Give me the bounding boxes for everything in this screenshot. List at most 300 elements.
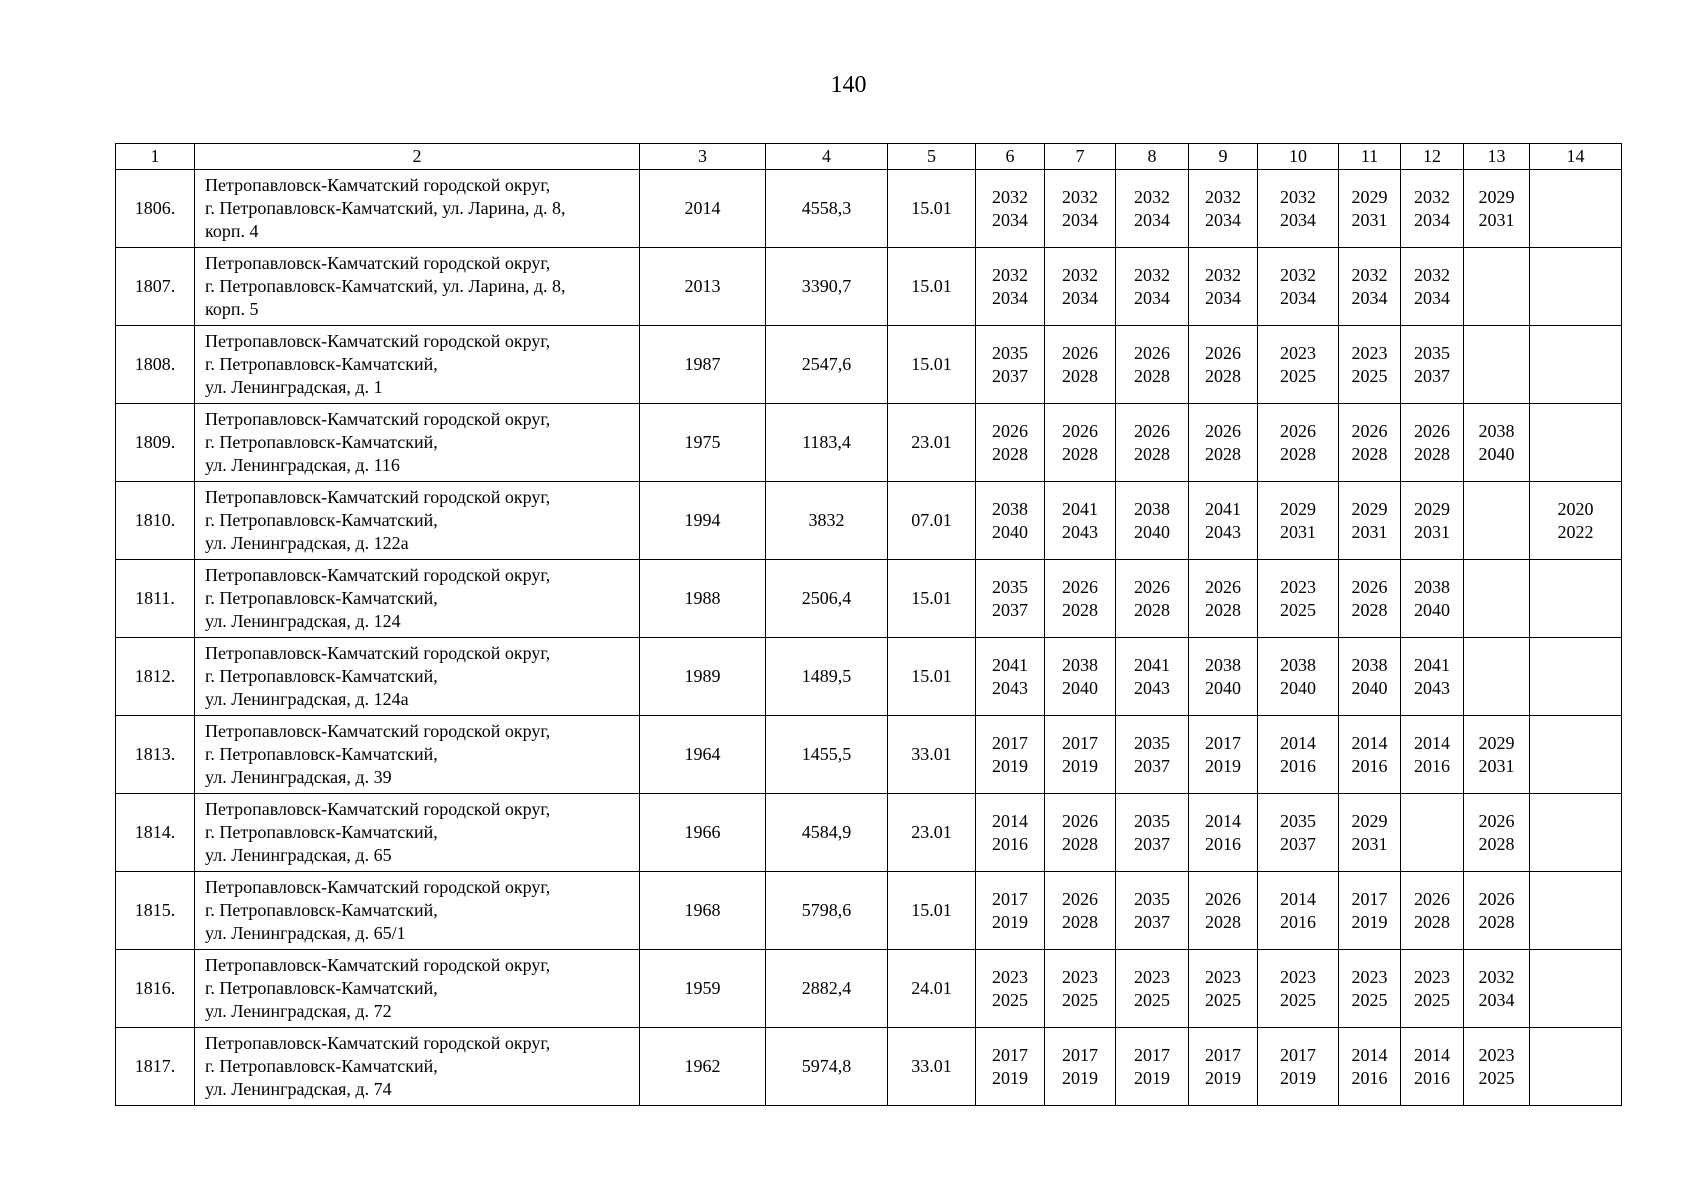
period-start: 2026 [1205,888,1241,909]
area-value: 2506,4 [766,560,888,638]
row-number: 1817. [116,1028,195,1106]
code-value: 15.01 [888,248,976,326]
period-end: 2028 [1414,911,1450,932]
period-end: 2028 [1205,911,1241,932]
area-value: 5798,6 [766,872,888,950]
row-number: 1813. [116,716,195,794]
period-start: 2038 [1351,654,1388,675]
column-header: 4 [766,144,888,170]
address-cell [195,1028,640,1106]
period-start: 2029 [1280,498,1316,519]
period-start: 2041 [1062,498,1098,519]
period-end: 2019 [992,911,1028,932]
period-start: 2032 [1280,264,1316,285]
period-start: 2038 [1062,654,1098,675]
period-cell [1339,482,1401,560]
period-start: 2014 [992,810,1028,831]
period-end: 2028 [992,443,1028,464]
period-start: 2017 [1134,1044,1170,1065]
period-end: 2016 [992,833,1028,854]
period-end: 2034 [992,287,1028,308]
period-start: 2032 [1280,186,1316,207]
period-start: 2041 [1134,654,1170,675]
period-end: 2028 [1205,365,1241,386]
address-line: Петропавловск-Камчатский городской округ, [205,955,551,975]
table-row [116,950,1622,1028]
period-end: 2019 [992,755,1028,776]
period-cell [1401,170,1464,248]
row-number: 1815. [116,872,195,950]
address-line: Петропавловск-Камчатский городской округ, [205,799,551,819]
area-value: 2547,6 [766,326,888,404]
address-cell [195,638,640,716]
code-value: 15.01 [888,170,976,248]
period-start: 2026 [1134,342,1170,363]
period-cell [1530,482,1622,560]
period-cell [1189,872,1258,950]
column-header: 14 [1530,144,1622,170]
period-start: 2023 [1062,966,1098,987]
period-start: 2041 [1205,498,1241,519]
period-cell [1401,326,1464,404]
period-cell [1045,872,1116,950]
code-value: 24.01 [888,950,976,1028]
period-end: 2043 [1414,677,1450,698]
period-end: 2025 [1351,989,1388,1010]
period-start: 2017 [1205,1044,1241,1065]
period-cell [1045,794,1116,872]
period-start: 2026 [1205,342,1241,363]
year-built: 1966 [640,794,766,872]
period-start: 2017 [1351,888,1388,909]
period-start: 2026 [1205,420,1241,441]
period-cell [976,794,1045,872]
address-line: Петропавловск-Камчатский городской округ, [205,253,551,273]
period-start: 2032 [1351,264,1388,285]
period-end: 2025 [1478,1067,1515,1088]
period-start: 2017 [1062,732,1098,753]
period-cell [1530,560,1622,638]
period-cell [1189,950,1258,1028]
period-start: 2032 [992,186,1028,207]
register-table [115,143,1622,1106]
period-cell [1464,482,1530,560]
period-end: 2034 [1414,287,1450,308]
period-cell [1116,170,1189,248]
period-start: 2032 [1205,264,1241,285]
column-header: 8 [1116,144,1189,170]
row-number: 1814. [116,794,195,872]
period-end: 2034 [1414,209,1450,230]
period-end: 2043 [1062,521,1098,542]
period-end: 2019 [1351,911,1388,932]
address-line: ул. Ленинградская, д. 65/1 [205,923,406,943]
period-cell [1401,794,1464,872]
period-cell [1401,404,1464,482]
period-start: 2026 [1351,420,1388,441]
column-header: 6 [976,144,1045,170]
period-cell [1530,248,1622,326]
area-value: 5974,8 [766,1028,888,1106]
period-end: 2028 [1062,599,1098,620]
period-start: 2032 [1414,264,1450,285]
period-start: 2014 [1351,1044,1388,1065]
period-end: 2031 [1478,209,1515,230]
period-cell [1189,560,1258,638]
period-cell [1189,248,1258,326]
column-header: 5 [888,144,976,170]
table-row [116,794,1622,872]
period-end: 2025 [1280,365,1316,386]
period-end: 2040 [1414,599,1450,620]
period-end: 2028 [1134,365,1170,386]
row-number: 1809. [116,404,195,482]
period-cell [1464,560,1530,638]
period-end: 2016 [1280,755,1316,776]
year-built: 2013 [640,248,766,326]
period-end: 2034 [1134,209,1170,230]
period-start: 2035 [992,576,1028,597]
period-cell [976,638,1045,716]
period-end: 2037 [1134,755,1170,776]
address-line: ул. Ленинградская, д. 65 [205,845,392,865]
period-end: 2025 [1062,989,1098,1010]
column-header: 2 [195,144,640,170]
area-value: 4558,3 [766,170,888,248]
address-line: Петропавловск-Камчатский городской округ, [205,721,551,741]
year-built: 1964 [640,716,766,794]
year-built: 1968 [640,872,766,950]
period-start: 2032 [1062,186,1098,207]
area-value: 1183,4 [766,404,888,482]
period-start: 2023 [992,966,1028,987]
period-cell [1258,482,1339,560]
period-cell [1530,872,1622,950]
address-cell [195,794,640,872]
address-line: г. Петропавловск-Камчатский, ул. Ларина, д. 8, [205,276,566,296]
period-start: 2026 [1062,888,1098,909]
period-end: 2040 [1205,677,1241,698]
period-start: 2029 [1414,498,1450,519]
period-cell [1116,482,1189,560]
period-start: 2038 [1414,576,1450,597]
period-cell [1258,950,1339,1028]
code-value: 15.01 [888,560,976,638]
address-line: г. Петропавловск-Камчатский, ул. Ларина, д. 8, [205,198,566,218]
period-start: 2023 [1134,966,1170,987]
period-end: 2034 [1280,209,1316,230]
period-cell [1045,170,1116,248]
period-end: 2028 [1478,911,1515,932]
period-start: 2017 [1062,1044,1098,1065]
period-end: 2028 [1478,833,1515,854]
period-end: 2034 [1351,287,1388,308]
period-start: 2026 [1062,342,1098,363]
address-line: Петропавловск-Камчатский городской округ, [205,409,551,429]
column-header: 7 [1045,144,1116,170]
period-cell [1530,638,1622,716]
period-cell [1530,716,1622,794]
period-cell [976,326,1045,404]
period-start: 2017 [992,1044,1028,1065]
period-cell [1189,794,1258,872]
period-start: 2026 [1414,888,1450,909]
period-cell [1530,950,1622,1028]
code-value: 23.01 [888,794,976,872]
table-row [116,170,1622,248]
column-header: 9 [1189,144,1258,170]
period-end: 2040 [1280,677,1316,698]
period-end: 2019 [1280,1067,1316,1088]
period-start: 2038 [992,498,1028,519]
period-cell [1189,326,1258,404]
period-end: 2028 [1280,443,1316,464]
period-cell [1258,326,1339,404]
period-cell [1116,716,1189,794]
period-cell [1116,872,1189,950]
address-line: г. Петропавловск-Камчатский, [205,432,438,452]
period-cell [1258,638,1339,716]
address-cell [195,950,640,1028]
address-line: г. Петропавловск-Камчатский, [205,978,438,998]
page-number: 140 [830,72,867,98]
period-end: 2016 [1280,911,1316,932]
period-cell [1401,560,1464,638]
period-cell [1116,638,1189,716]
period-cell [1045,404,1116,482]
address-line: Петропавловск-Камчатский городской округ, [205,487,551,507]
period-end: 2031 [1351,521,1388,542]
row-number: 1807. [116,248,195,326]
period-end: 2034 [1062,209,1098,230]
period-start: 2023 [1205,966,1241,987]
period-end: 2016 [1351,755,1388,776]
period-end: 2037 [992,365,1028,386]
period-start: 2026 [1478,810,1515,831]
period-cell [1116,794,1189,872]
code-value: 15.01 [888,326,976,404]
period-cell [1401,950,1464,1028]
period-cell [976,872,1045,950]
period-cell [976,1028,1045,1106]
period-end: 2031 [1414,521,1450,542]
period-end: 2043 [1205,521,1241,542]
address-line: ул. Ленинградская, д. 39 [205,767,392,787]
period-cell [1116,1028,1189,1106]
address-cell [195,248,640,326]
period-end: 2037 [1134,911,1170,932]
address-cell [195,482,640,560]
period-end: 2025 [1280,599,1316,620]
area-value: 1489,5 [766,638,888,716]
address-cell [195,560,640,638]
period-start: 2035 [1134,732,1170,753]
period-end: 2034 [1280,287,1316,308]
period-cell [1464,326,1530,404]
area-value: 3390,7 [766,248,888,326]
period-end: 2040 [1134,521,1170,542]
code-value: 15.01 [888,872,976,950]
period-cell [1339,716,1401,794]
table-row [116,404,1622,482]
period-start: 2023 [1351,342,1388,363]
address-cell [195,872,640,950]
code-value: 23.01 [888,404,976,482]
period-start: 2038 [1134,498,1170,519]
period-cell [1116,404,1189,482]
address-line: Петропавловск-Камчатский городской округ, [205,877,551,897]
period-end: 2034 [1062,287,1098,308]
area-value: 4584,9 [766,794,888,872]
period-end: 2031 [1351,833,1388,854]
period-cell [1116,950,1189,1028]
period-end: 2019 [992,1067,1028,1088]
table-row [116,872,1622,950]
period-cell [1258,248,1339,326]
period-start: 2035 [1134,888,1170,909]
period-start: 2026 [1205,576,1241,597]
table-row [116,248,1622,326]
table-row [116,482,1622,560]
period-cell [1401,638,1464,716]
year-built: 2014 [640,170,766,248]
period-end: 2025 [1414,989,1450,1010]
period-cell [1339,560,1401,638]
period-start: 2020 [1557,498,1594,519]
column-header: 10 [1258,144,1339,170]
period-end: 2037 [992,599,1028,620]
period-end: 2025 [1205,989,1241,1010]
period-end: 2028 [1414,443,1450,464]
period-start: 2032 [1134,186,1170,207]
period-end: 2019 [1062,1067,1098,1088]
period-start: 2014 [1280,888,1316,909]
period-start: 2014 [1205,810,1241,831]
period-start: 2014 [1280,732,1316,753]
period-start: 2032 [1134,264,1170,285]
period-cell [1530,794,1622,872]
address-line: г. Петропавловск-Камчатский, [205,510,438,530]
period-end: 2031 [1478,755,1515,776]
period-start: 2023 [1280,342,1316,363]
period-start: 2023 [1280,966,1316,987]
period-end: 2016 [1351,1067,1388,1088]
period-end: 2040 [1351,677,1388,698]
address-cell [195,326,640,404]
period-start: 2026 [1280,420,1316,441]
period-start: 2032 [1478,966,1515,987]
period-start: 2029 [1351,498,1388,519]
period-start: 2035 [1280,810,1316,831]
code-value: 07.01 [888,482,976,560]
table-row [116,1028,1622,1106]
period-start: 2026 [992,420,1028,441]
period-cell [1258,872,1339,950]
period-end: 2037 [1414,365,1450,386]
column-header: 13 [1464,144,1530,170]
address-cell [195,170,640,248]
period-start: 2023 [1351,966,1388,987]
period-end: 2034 [1205,287,1241,308]
period-start: 2014 [1414,732,1450,753]
period-end: 2022 [1557,521,1594,542]
column-header: 1 [116,144,195,170]
period-cell [1045,482,1116,560]
period-start: 2032 [992,264,1028,285]
address-line: г. Петропавловск-Камчатский, [205,666,438,686]
table-row [116,560,1622,638]
period-end: 2034 [992,209,1028,230]
address-line: г. Петропавловск-Камчатский, [205,1056,438,1076]
address-line: г. Петропавловск-Камчатский, [205,588,438,608]
period-end: 2016 [1414,755,1450,776]
address-line: Петропавловск-Камчатский городской округ, [205,1033,551,1053]
period-cell [1116,248,1189,326]
period-start: 2017 [992,888,1028,909]
period-end: 2016 [1205,833,1241,854]
column-header: 3 [640,144,766,170]
period-start: 2029 [1351,810,1388,831]
period-start: 2023 [1478,1044,1515,1065]
code-value: 15.01 [888,638,976,716]
period-cell [1401,482,1464,560]
period-start: 2026 [1062,810,1098,831]
period-end: 2025 [992,989,1028,1010]
table-body [116,170,1622,1106]
period-cell [1339,872,1401,950]
period-cell [976,560,1045,638]
period-end: 2028 [1062,911,1098,932]
period-cell [1464,794,1530,872]
period-cell [1116,560,1189,638]
row-number: 1810. [116,482,195,560]
period-start: 2032 [1062,264,1098,285]
address-line: Петропавловск-Камчатский городской округ, [205,643,551,663]
period-cell [1045,560,1116,638]
period-start: 2017 [1205,732,1241,753]
period-start: 2026 [1134,576,1170,597]
period-end: 2028 [1062,443,1098,464]
address-cell [195,716,640,794]
year-built: 1988 [640,560,766,638]
period-cell [1339,950,1401,1028]
area-value: 1455,5 [766,716,888,794]
period-start: 2026 [1062,420,1098,441]
row-number: 1816. [116,950,195,1028]
period-end: 2034 [1478,989,1515,1010]
period-cell [1339,170,1401,248]
period-cell [1401,716,1464,794]
period-end: 2028 [1351,443,1388,464]
period-cell [1258,170,1339,248]
period-end: 2025 [1351,365,1388,386]
address-line: г. Петропавловск-Камчатский, [205,822,438,842]
period-cell [1258,794,1339,872]
period-cell [1530,1028,1622,1106]
period-cell [1339,794,1401,872]
period-cell [976,482,1045,560]
period-cell [976,404,1045,482]
period-start: 2014 [1414,1044,1450,1065]
period-cell [1258,716,1339,794]
period-cell [1045,326,1116,404]
table-row [116,716,1622,794]
period-end: 2034 [1134,287,1170,308]
period-start: 2017 [992,732,1028,753]
period-cell [1045,950,1116,1028]
address-line: г. Петропавловск-Камчатский, [205,354,438,374]
period-start: 2026 [1134,420,1170,441]
